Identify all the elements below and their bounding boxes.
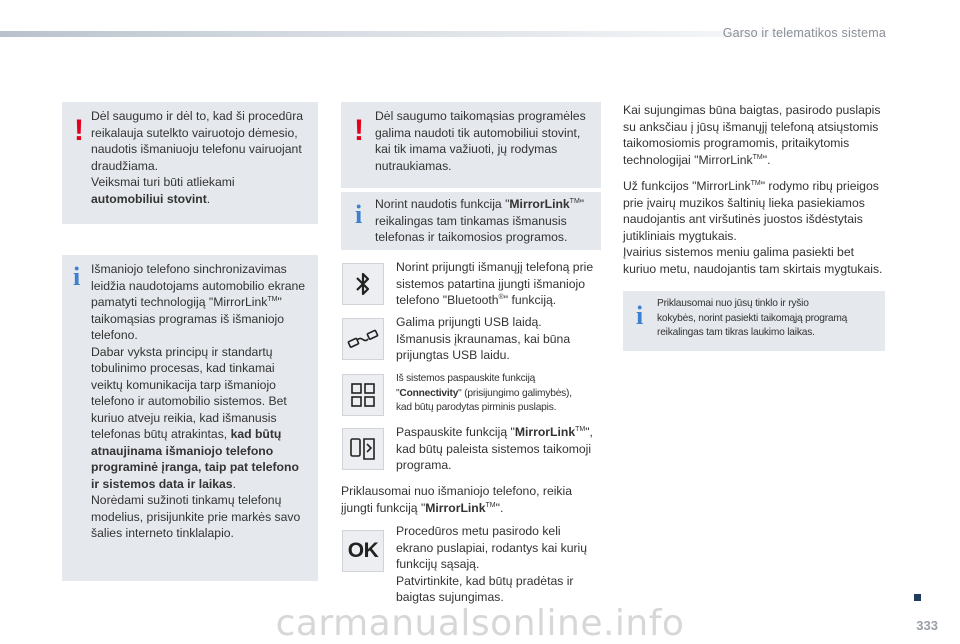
bold-text: kad būtų	[230, 427, 282, 441]
bold-text: Connectivity	[399, 387, 459, 399]
connectivity-step-text	[396, 372, 606, 416]
text-line: Kai sujungimas būna baigtas, pasirodo puslapis	[623, 103, 881, 117]
mirrorlink-note	[341, 483, 601, 516]
text-line: modelius, prisijunkite prie markės savo	[91, 509, 301, 524]
trademark: TM	[569, 197, 580, 205]
text-span: ".	[762, 152, 771, 167]
text-line: Iš sistemos paspauskite funkciją	[396, 373, 536, 384]
text-line: Veiksmai turi būti atliekami	[91, 175, 235, 189]
text-span: "	[579, 197, 585, 211]
access-paragraph	[623, 178, 893, 277]
text-span: "	[396, 387, 400, 399]
text-span: telefonas būtų atrakintas,	[91, 427, 231, 441]
bold-text: MirrorLink	[514, 425, 576, 439]
text-line: ekrano puslapiai, rodantys kai kurių	[396, 540, 588, 555]
text-line: su anksčiau į jūsų išmanųjį telefoną atsiųstomis	[623, 119, 879, 134]
ok-step-text	[396, 523, 606, 606]
info-text	[375, 196, 600, 246]
text-span: Už funkcijos "MirrorLink	[623, 179, 751, 193]
text-span: ",	[585, 425, 593, 439]
text-line: naudojantis ant viršutinės juostos išdėstytais	[623, 212, 863, 226]
text-span: " funkciją.	[503, 293, 557, 307]
connectivity-grid-icon	[342, 374, 384, 416]
text-line: taikomosiomis programomis, pritaikytomis	[623, 136, 850, 150]
text-line	[396, 292, 601, 309]
text-line	[623, 178, 893, 195]
text-line: taikomąsias programas iš išmaniojo	[91, 311, 285, 326]
trademark: TM	[752, 153, 763, 161]
text-line: kuriuo atveju reikia, kad išmanusis	[91, 410, 277, 425]
text-line	[623, 152, 893, 169]
text-line: reikalauja sutelkto vairuotojo dėmesio,	[91, 125, 298, 140]
text-line: telefonas ir taikomosios programos.	[375, 230, 568, 244]
info-icon: i	[355, 200, 363, 229]
text-line: naudotis išmaniuoju telefonu vairuojant	[91, 142, 302, 156]
text-line: Norint prijungti išmanųjį telefoną prie	[396, 260, 594, 274]
bold-text: automobiliui stovint	[91, 191, 207, 206]
text-span: "	[277, 295, 282, 309]
usb-step-text	[396, 314, 601, 364]
result-paragraph	[623, 102, 893, 168]
ok-icon	[342, 530, 384, 572]
text-line	[375, 196, 600, 213]
text-line	[341, 500, 601, 517]
text-line	[91, 426, 316, 443]
text-line: Išmaniojo telefono sinchronizavimas	[91, 262, 287, 276]
text-line: Dėl saugumo taikomąsias programėles	[375, 109, 586, 123]
info-box-left	[62, 255, 318, 581]
text-line: funkcijų sąsają.	[396, 557, 480, 571]
mirrorlink-step-text	[396, 424, 606, 474]
text-span: .	[206, 191, 211, 206]
text-span: " (prisijungimo galimybės),	[458, 387, 572, 399]
text-line: reikalingas tam tinkamas išmanusis	[375, 213, 567, 228]
text-line: Dėl saugumo ir dėl to, kad ši procedūra	[91, 109, 304, 123]
text-line: šalies interneto tinklalapio.	[91, 526, 234, 540]
text-span: telefono "Bluetooth	[396, 293, 499, 307]
text-line: jutikliniais mygtukais.	[623, 228, 737, 243]
text-line: nutraukiamas.	[375, 158, 452, 173]
phone-in-car-icon	[342, 428, 384, 470]
bluetooth-icon	[342, 263, 384, 305]
text-line: kuriuo metu, naudojantis tam skirtais mygtukais.	[623, 261, 883, 276]
warning-box-middle	[341, 102, 601, 188]
text-line: Priklausomai nuo jūsų tinklo ir ryšio	[657, 298, 809, 309]
text-line: prijungtas USB laidu.	[396, 348, 510, 362]
text-line: draudžiama.	[91, 158, 159, 173]
page-number: 333	[916, 618, 938, 633]
text-line: galima naudoti tik automobiliui stovint,	[375, 125, 581, 140]
bluetooth-step-text	[396, 259, 601, 309]
text-span: Norint naudotis funkcija "	[375, 197, 510, 211]
section-title: Garso ir telematikos sistema	[722, 26, 886, 40]
text-line: kai tik imama važiuoti, jų rodymas	[375, 142, 558, 156]
text-span: technologijai "MirrorLink	[623, 152, 753, 167]
registered-mark: ®	[498, 293, 504, 301]
info-text	[91, 261, 316, 542]
exclamation-icon: !	[354, 114, 364, 147]
text-span: įjungti funkciją "	[341, 500, 426, 515]
info-text	[657, 297, 883, 341]
text-line	[396, 387, 606, 402]
info-icon: i	[636, 301, 644, 330]
text-line: Patvirtinkite, kad būtų pradėtas ir	[396, 573, 574, 588]
text-line: kad būtų parodytas pirminis puslapis.	[396, 402, 557, 413]
usb-cable-icon	[342, 318, 384, 360]
text-line: prie įvairų muzikos šaltinių lieka pasiekiamos	[623, 195, 865, 210]
text-line: veiktų komunikacija tarp išmaniojo	[91, 377, 276, 392]
ok-icon-label: OK	[347, 539, 379, 562]
text-span: .	[232, 476, 236, 491]
page-marker	[914, 594, 921, 601]
text-line: kad būtų paleista sistemos taikomoji	[396, 441, 592, 456]
bold-text: MirrorLink	[509, 197, 570, 211]
exclamation-icon: !	[74, 114, 84, 147]
text-line	[91, 191, 316, 208]
text-line: sistemos patartina įjungti išmaniojo	[396, 276, 585, 291]
text-line: atnaujinama išmaniojo telefono	[91, 443, 274, 458]
text-line: Galima prijungti USB laidą.	[396, 315, 542, 329]
info-box-middle	[341, 192, 601, 250]
text-line: kokybės, norint pasiekti taikomąją programą	[657, 312, 848, 324]
text-line	[396, 424, 606, 441]
text-span: pamatyti technologiją "MirrorLink	[91, 295, 268, 309]
text-line	[91, 294, 316, 311]
text-line: Išmanusis įkraunamas, kai būna	[396, 331, 571, 346]
text-line: baigtas sujungimas.	[396, 590, 504, 604]
info-box-right	[623, 291, 885, 351]
text-line: Procedūros metu pasirodo keli	[396, 524, 561, 538]
text-line: programa.	[396, 458, 452, 472]
trademark: TM	[267, 295, 278, 303]
text-line: Priklausomai nuo išmaniojo telefono, reikia	[341, 484, 573, 498]
text-line: telefono ir automobilio sistemos. Bet	[91, 394, 287, 408]
text-line: tobulinimo procesas, kad tinkamai	[91, 361, 275, 375]
text-line: reikalingas tam tikras laukimo laikas.	[657, 327, 815, 338]
bold-text: MirrorLink	[425, 500, 486, 515]
text-line: Įvairius sistemos meniu galima pasiekti bet	[623, 245, 854, 259]
trademark: TM	[485, 501, 496, 509]
text-span: ".	[495, 500, 504, 515]
text-line	[91, 476, 316, 493]
info-icon: i	[73, 262, 81, 291]
text-line: leidžia naudotojams automobilio ekrane	[91, 278, 306, 293]
text-line: Dabar vyksta principų ir standartų	[91, 344, 273, 359]
text-line: telefono.	[91, 328, 138, 342]
watermark: carmanualsonline.info	[275, 603, 685, 644]
text-span: Paspauskite funkciją "	[396, 425, 515, 439]
warning-text	[91, 108, 316, 207]
text-line: programinė įranga, taip pat telefono	[91, 460, 299, 474]
bold-text: ir sistemos data ir laikas	[91, 476, 233, 491]
warning-box-left	[62, 102, 318, 224]
trademark: TM	[575, 425, 586, 433]
trademark: TM	[750, 179, 761, 187]
warning-text	[375, 108, 600, 174]
text-line: Norėdami sužinoti tinkamų telefonų	[91, 493, 282, 507]
text-span: " rodymo ribų prieigos	[760, 179, 879, 193]
